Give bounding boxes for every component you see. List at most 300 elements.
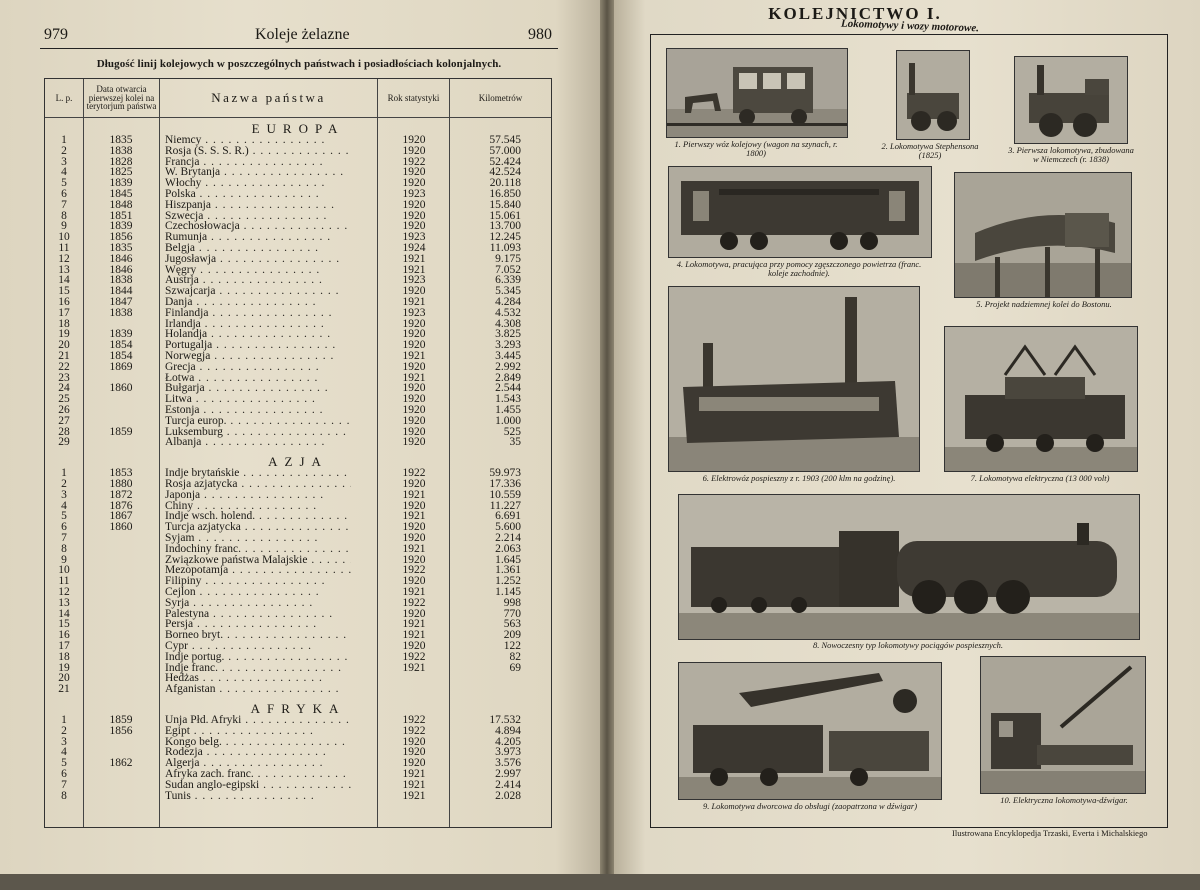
statistics-year: 1920 bbox=[402, 640, 426, 652]
country-name: Indochiny franc. . . bbox=[165, 544, 351, 555]
country-name: Szwajcarja . . bbox=[165, 286, 351, 297]
illustration-modern-express-locomotive bbox=[678, 494, 1140, 640]
table-row bbox=[45, 405, 551, 416]
table-row bbox=[45, 544, 551, 555]
country-name: Szwecja . . bbox=[165, 211, 351, 222]
statistics-year: 1920 bbox=[402, 404, 426, 416]
statistics-year: 1920 bbox=[402, 521, 426, 534]
country-name: W. Brytanja . . bbox=[165, 167, 351, 178]
country-name: Danja . . bbox=[165, 297, 351, 308]
statistics-year: 1920 bbox=[402, 393, 426, 406]
kilometres: 13.700 bbox=[489, 220, 521, 233]
kilometres: 57.545 bbox=[489, 134, 521, 146]
country-name: Afganistan . . bbox=[165, 684, 351, 695]
statistics-year: 1922 bbox=[402, 467, 426, 480]
statistics-year: 1922 bbox=[402, 564, 426, 577]
caption-8: 8. Nowoczesny typ lokomotywy pociągów pospiesznych. bbox=[812, 640, 1004, 650]
header-divider bbox=[45, 117, 551, 118]
statistics-year: 1923 bbox=[402, 274, 426, 287]
country-name: Związkowe państwa Malajskie . . bbox=[165, 555, 351, 566]
country-name: Palestyna . . bbox=[165, 609, 351, 620]
caption-9: 9. Lokomotywa dworcowa do obsługi (zaopatrzona w dźwigar) bbox=[702, 801, 918, 811]
row-number: 12 bbox=[58, 252, 70, 265]
row-number: 14 bbox=[58, 274, 70, 287]
kilometres: 3.973 bbox=[495, 746, 521, 759]
country-name: Filipiny . . bbox=[165, 576, 351, 587]
table-row bbox=[45, 663, 551, 674]
table-row bbox=[45, 533, 551, 544]
opening-date: 1860 bbox=[109, 521, 133, 534]
kilometres: 7.052 bbox=[495, 263, 521, 276]
row-number: 18 bbox=[58, 650, 70, 663]
statistics-year: 1921 bbox=[402, 789, 426, 802]
column-header-km: Kilometrów bbox=[478, 92, 523, 103]
statistics-year: 1920 bbox=[402, 425, 426, 438]
row-number: 3 bbox=[61, 155, 67, 168]
statistics-year: 1921 bbox=[402, 661, 426, 674]
row-number: 21 bbox=[58, 350, 70, 362]
opening-date: 1848 bbox=[109, 198, 133, 211]
table-title: Długość linij kolejowych w poszczególnych państwach i posiadłościach kolonjalnych. bbox=[96, 58, 502, 70]
kilometres: 12.245 bbox=[489, 231, 521, 244]
kilometres: 4.308 bbox=[495, 317, 521, 330]
illustration-stephenson-locomotive bbox=[896, 50, 970, 140]
country-name: Rumunja . . bbox=[165, 232, 351, 243]
statistics-year: 1921 bbox=[402, 510, 426, 523]
country-name: Belgja . . bbox=[165, 243, 351, 254]
caption-4: 4. Lokomotywa, pracująca przy pomocy zgęszczonego powietrza (franc. koleje zachodnie). bbox=[676, 259, 922, 278]
kilometres: 3.576 bbox=[495, 757, 521, 770]
row-number: 2 bbox=[61, 478, 67, 490]
row-number: 5 bbox=[61, 510, 67, 523]
kilometres: 2.997 bbox=[495, 768, 521, 780]
statistics-year: 1920 bbox=[402, 735, 426, 748]
table-row bbox=[45, 780, 551, 791]
kilometres: 6.339 bbox=[495, 274, 521, 287]
statistics-year: 1920 bbox=[402, 575, 426, 588]
row-number: 5 bbox=[61, 757, 67, 770]
country-name: Syjam . . bbox=[165, 533, 351, 544]
statistics-year: 1921 bbox=[402, 768, 426, 780]
country-name: Tunis . . bbox=[165, 791, 351, 802]
kilometres: 2.992 bbox=[495, 360, 521, 373]
row-number: 1 bbox=[61, 467, 67, 480]
country-name: Włochy . . bbox=[165, 178, 351, 189]
opening-date: 1859 bbox=[109, 425, 133, 438]
row-number: 29 bbox=[58, 436, 70, 449]
country-name: Hedżas . . bbox=[165, 673, 351, 684]
illustration-first-rail-wagon bbox=[666, 48, 848, 138]
country-name: Rosja azjatycka . . bbox=[165, 479, 351, 490]
statistics-year: 1920 bbox=[402, 436, 426, 449]
row-number: 1 bbox=[61, 714, 67, 726]
kilometres: 57.000 bbox=[489, 144, 521, 157]
table-row bbox=[45, 609, 551, 620]
illustration-compressed-air-locomotive bbox=[668, 166, 932, 258]
railway-length-table bbox=[44, 78, 552, 828]
row-number: 8 bbox=[61, 542, 67, 555]
caption-1: 1. Pierwszy wóz kolejowy (wagon na szynach, r. 1800) bbox=[674, 139, 838, 158]
table-row bbox=[45, 522, 551, 533]
caption-3: 3. Pierwsza lokomotywa, zbudowana w Niemczech (r. 1838) bbox=[1008, 145, 1134, 164]
row-number: 18 bbox=[58, 317, 70, 330]
table-row bbox=[45, 791, 551, 802]
row-number: 7 bbox=[61, 778, 67, 791]
kilometres: 5.345 bbox=[495, 285, 521, 298]
page-number-left: 979 bbox=[44, 26, 68, 43]
row-number: 4 bbox=[61, 746, 67, 759]
country-name: Irlandja . . bbox=[165, 319, 351, 330]
table-row bbox=[45, 652, 551, 663]
statistics-year: 1920 bbox=[402, 414, 426, 427]
statistics-year: 1921 bbox=[402, 618, 426, 631]
monorail-icon bbox=[955, 173, 1131, 297]
kilometres: 209 bbox=[503, 629, 521, 642]
statistics-year: 1921 bbox=[402, 778, 426, 791]
row-number: 10 bbox=[58, 564, 70, 577]
kilometres: 15.840 bbox=[489, 198, 521, 211]
table-row bbox=[45, 427, 551, 438]
statistics-year: 1920 bbox=[402, 532, 426, 544]
header-rule bbox=[40, 48, 558, 49]
row-number: 26 bbox=[58, 404, 70, 416]
opening-date: 1854 bbox=[109, 350, 133, 362]
opening-date: 1869 bbox=[109, 360, 133, 373]
country-name: Turcja europ. . . bbox=[165, 416, 351, 427]
kilometres: 15.061 bbox=[489, 209, 521, 222]
opening-date: 1851 bbox=[109, 209, 133, 222]
opening-date: 1876 bbox=[109, 499, 133, 512]
opening-date: 1838 bbox=[109, 306, 133, 319]
statistics-year: 1922 bbox=[402, 714, 426, 726]
row-number: 19 bbox=[58, 328, 70, 341]
opening-date: 1828 bbox=[109, 155, 133, 168]
table-row bbox=[45, 565, 551, 576]
table-row bbox=[45, 383, 551, 394]
kilometres: 4.284 bbox=[495, 296, 521, 308]
statistics-year: 1920 bbox=[402, 607, 426, 620]
publisher-credit: Ilustrowana Encyklopedja Trzaski, Everta i Michalskiego bbox=[952, 828, 1148, 838]
statistics-year: 1920 bbox=[402, 144, 426, 157]
row-number: 17 bbox=[58, 306, 70, 319]
row-number: 15 bbox=[58, 285, 70, 298]
statistics-year: 1921 bbox=[402, 586, 426, 598]
kilometres: 82 bbox=[509, 650, 521, 663]
locomotive-icon bbox=[669, 167, 931, 257]
statistics-year: 1920 bbox=[402, 209, 426, 222]
statistics-year: 1921 bbox=[402, 488, 426, 501]
statistics-year: 1922 bbox=[402, 596, 426, 609]
electric-railcar-icon bbox=[669, 287, 919, 471]
kilometres: 69 bbox=[509, 661, 521, 674]
row-number: 2 bbox=[61, 724, 67, 737]
opening-date: 1835 bbox=[109, 134, 133, 146]
row-number: 6 bbox=[61, 768, 67, 780]
kilometres: 35 bbox=[509, 436, 521, 449]
caption-2: 2. Lokomotywa Stephensona (1825) bbox=[881, 141, 979, 160]
kilometres: 998 bbox=[503, 596, 521, 609]
book-gutter bbox=[600, 0, 614, 890]
statistics-year: 1920 bbox=[402, 499, 426, 512]
kilometres: 3.825 bbox=[495, 328, 521, 341]
statistics-year: 1923 bbox=[402, 231, 426, 244]
statistics-year: 1924 bbox=[402, 242, 426, 254]
row-number: 3 bbox=[61, 735, 67, 748]
opening-date: 1867 bbox=[109, 510, 133, 523]
kilometres: 2.028 bbox=[495, 789, 521, 802]
statistics-year: 1921 bbox=[402, 263, 426, 276]
caption-6: 6. Elektrowóz pospieszny z r. 1903 (200 klm na godzinę). bbox=[702, 473, 896, 483]
country-name: Rodezja . . bbox=[165, 747, 351, 758]
country-name: Jugosławja . . bbox=[165, 254, 351, 265]
kilometres: 1.000 bbox=[495, 414, 521, 427]
row-number: 19 bbox=[58, 661, 70, 674]
row-number: 13 bbox=[58, 596, 70, 609]
statistics-year: 1921 bbox=[402, 371, 426, 384]
kilometres: 563 bbox=[503, 618, 521, 631]
country-name: Afryka zach. franc. . . bbox=[165, 769, 351, 780]
row-number: 17 bbox=[58, 640, 70, 652]
kilometres: 2.849 bbox=[495, 371, 521, 384]
caption-10: 10. Elektryczna lokomotywa-dźwigar. bbox=[1000, 795, 1128, 805]
row-number: 9 bbox=[61, 553, 67, 566]
row-number: 12 bbox=[58, 586, 70, 598]
statistics-year: 1920 bbox=[402, 553, 426, 566]
table-row bbox=[45, 308, 551, 319]
row-number: 25 bbox=[58, 393, 70, 406]
row-number: 7 bbox=[61, 198, 67, 211]
opening-date: 1862 bbox=[109, 757, 133, 770]
kilometres: 1.361 bbox=[495, 564, 521, 577]
table-row bbox=[45, 576, 551, 587]
row-number: 11 bbox=[58, 242, 70, 254]
horse-wagon-icon bbox=[667, 49, 847, 137]
country-name: Niemcy . . bbox=[165, 135, 351, 146]
country-name: Hiszpanja . . bbox=[165, 200, 351, 211]
country-name: Kongo belg. . . bbox=[165, 737, 351, 748]
country-name: Rosja (S. S. S. R.) . . bbox=[165, 146, 351, 157]
kilometres: 4.205 bbox=[495, 735, 521, 748]
country-name: Norwegja . . bbox=[165, 351, 351, 362]
table-row bbox=[45, 684, 551, 695]
kilometres: 4.532 bbox=[495, 306, 521, 319]
row-number: 16 bbox=[58, 629, 70, 642]
caption-5: 5. Projekt nadziemnej kolei do Bostonu. bbox=[976, 299, 1112, 309]
table-row bbox=[45, 726, 551, 737]
running-header: Koleje żelazne bbox=[255, 26, 350, 43]
row-number: 16 bbox=[58, 296, 70, 308]
country-name: Chiny . . bbox=[165, 501, 351, 512]
country-name: Litwa . . bbox=[165, 394, 351, 405]
table-row bbox=[45, 769, 551, 780]
plate-title: KOLEJNICTWO I. bbox=[768, 4, 942, 23]
country-name: Luksemburg . . bbox=[165, 427, 351, 438]
statistics-year: 1920 bbox=[402, 198, 426, 211]
table-row bbox=[45, 394, 551, 405]
opening-date: 1872 bbox=[109, 488, 133, 501]
opening-date: 1856 bbox=[109, 724, 133, 737]
row-number: 8 bbox=[61, 209, 67, 222]
statistics-year: 1920 bbox=[402, 360, 426, 373]
row-number: 10 bbox=[58, 231, 70, 244]
kilometres: 11.227 bbox=[489, 499, 521, 512]
table-row bbox=[45, 737, 551, 748]
row-number: 6 bbox=[61, 188, 67, 200]
row-number: 1 bbox=[61, 134, 67, 146]
statistics-year: 1922 bbox=[402, 155, 426, 168]
opening-date: 1860 bbox=[109, 382, 133, 395]
kilometres: 42.524 bbox=[489, 166, 521, 179]
opening-date: 1838 bbox=[109, 144, 133, 157]
kilometres: 1.145 bbox=[495, 586, 521, 598]
kilometres: 20.118 bbox=[489, 177, 521, 190]
row-number: 3 bbox=[61, 488, 67, 501]
kilometres: 770 bbox=[503, 607, 521, 620]
statistics-year: 1921 bbox=[402, 629, 426, 642]
opening-date: 1839 bbox=[109, 220, 133, 233]
statistics-year: 1920 bbox=[402, 478, 426, 490]
country-name: Grecja . . bbox=[165, 362, 351, 373]
opening-date: 1880 bbox=[109, 478, 133, 490]
row-number: 2 bbox=[61, 144, 67, 157]
kilometres: 5.600 bbox=[495, 521, 521, 534]
kilometres: 1.543 bbox=[495, 393, 521, 406]
statistics-year: 1920 bbox=[402, 317, 426, 330]
row-number: 4 bbox=[61, 166, 67, 179]
illustration-boston-elevated-railway bbox=[954, 172, 1132, 298]
row-number: 14 bbox=[58, 607, 70, 620]
section-heading: EUROPA bbox=[251, 121, 345, 136]
opening-date: 1853 bbox=[109, 467, 133, 480]
country-name: Egipt . . bbox=[165, 726, 351, 737]
country-name: Syrja . . bbox=[165, 598, 351, 609]
row-number: 8 bbox=[61, 789, 67, 802]
illustration-electric-locomotive-13000v bbox=[944, 326, 1138, 472]
kilometres: 1.252 bbox=[495, 575, 521, 588]
steam-locomotive-icon bbox=[679, 495, 1139, 639]
kilometres: 59.973 bbox=[489, 467, 521, 480]
row-number: 4 bbox=[61, 499, 67, 512]
column-header-name: Nazwa państwa bbox=[211, 89, 326, 105]
table-row bbox=[45, 587, 551, 598]
kilometres: 2.414 bbox=[495, 778, 521, 791]
table-row bbox=[45, 598, 551, 609]
row-number: 5 bbox=[61, 177, 67, 190]
row-number: 6 bbox=[61, 521, 67, 534]
kilometres: 3.293 bbox=[495, 339, 521, 352]
kilometres: 2.214 bbox=[495, 532, 521, 544]
country-name: Sudan anglo-egipski . . bbox=[165, 780, 351, 791]
statistics-year: 1920 bbox=[402, 757, 426, 770]
page-number-right: 980 bbox=[528, 26, 552, 43]
electric-crane-icon bbox=[981, 657, 1145, 793]
country-name: Borneo bryt. . . bbox=[165, 630, 351, 641]
kilometres: 9.175 bbox=[495, 252, 521, 265]
table-row bbox=[45, 362, 551, 373]
opening-date: 1854 bbox=[109, 339, 133, 352]
statistics-year: 1920 bbox=[402, 177, 426, 190]
country-name: Japonja . . bbox=[165, 490, 351, 501]
opening-date: 1838 bbox=[109, 274, 133, 287]
row-number: 21 bbox=[58, 683, 70, 696]
country-name: Portugalja . . bbox=[165, 340, 351, 351]
section-heading: AZJA bbox=[268, 454, 328, 470]
kilometres: 3.445 bbox=[495, 350, 521, 362]
country-name: Cejlon . . bbox=[165, 587, 351, 598]
row-number: 20 bbox=[58, 339, 70, 352]
row-number: 7 bbox=[61, 532, 67, 544]
country-name: Persja . . bbox=[165, 619, 351, 630]
country-name: Mezopotamja . . bbox=[165, 565, 351, 576]
illustration-express-electric-car-1903 bbox=[668, 286, 920, 472]
kilometres: 525 bbox=[503, 425, 521, 438]
kilometres: 16.850 bbox=[489, 188, 521, 200]
statistics-year: 1920 bbox=[402, 166, 426, 179]
country-name: Finlandja . . bbox=[165, 308, 351, 319]
opening-date: 1846 bbox=[109, 263, 133, 276]
country-name: Indje brytańskie . . bbox=[165, 468, 351, 479]
electric-locomotive-icon bbox=[945, 327, 1137, 471]
table-surface bbox=[0, 874, 1200, 890]
steam-locomotive-icon bbox=[1015, 57, 1127, 143]
country-name: Austrja . . bbox=[165, 275, 351, 286]
row-number: 11 bbox=[58, 575, 70, 588]
illustration-station-crane-locomotive bbox=[678, 662, 942, 800]
kilometres: 4.894 bbox=[495, 724, 521, 737]
statistics-year: 1920 bbox=[402, 134, 426, 146]
opening-date: 1846 bbox=[109, 252, 133, 265]
statistics-year: 1922 bbox=[402, 650, 426, 663]
country-name: Algerja . . bbox=[165, 758, 351, 769]
illustration-first-german-locomotive bbox=[1014, 56, 1128, 144]
kilometres: 52.424 bbox=[489, 155, 521, 168]
kilometres: 2.063 bbox=[495, 542, 521, 555]
statistics-year: 1921 bbox=[402, 252, 426, 265]
opening-date: 1856 bbox=[109, 231, 133, 244]
opening-date: 1859 bbox=[109, 714, 133, 726]
plate-subtitle: Lokomotywy i wozy motorowe. bbox=[840, 17, 980, 35]
opening-date: 1825 bbox=[109, 166, 133, 179]
row-number: 28 bbox=[58, 425, 70, 438]
table-row bbox=[45, 619, 551, 630]
row-number: 15 bbox=[58, 618, 70, 631]
opening-date: 1847 bbox=[109, 296, 133, 308]
table-row bbox=[45, 630, 551, 641]
statistics-year: 1921 bbox=[402, 350, 426, 362]
row-number: 13 bbox=[58, 263, 70, 276]
country-name: Unja Płd. Afryki . . bbox=[165, 715, 351, 726]
statistics-year: 1921 bbox=[402, 542, 426, 555]
kilometres: 11.093 bbox=[489, 242, 521, 254]
row-number: 23 bbox=[58, 371, 70, 384]
row-number: 27 bbox=[58, 414, 70, 427]
column-header-year: Rok statystyki bbox=[387, 92, 440, 103]
kilometres: 17.336 bbox=[489, 478, 521, 490]
column-header-date: Data otwarcia pierwszej kolei na terytorjum państwa bbox=[86, 84, 157, 112]
column-header-lp: L. p. bbox=[55, 92, 73, 103]
country-name: Francja . . bbox=[165, 157, 351, 168]
country-name: Estonja . . bbox=[165, 405, 351, 416]
statistics-year: 1920 bbox=[402, 382, 426, 395]
kilometres: 10.559 bbox=[489, 488, 521, 501]
statistics-year: 1920 bbox=[402, 339, 426, 352]
opening-date: 1839 bbox=[109, 177, 133, 190]
row-number: 24 bbox=[58, 382, 70, 395]
statistics-year: 1920 bbox=[402, 746, 426, 759]
opening-date: 1844 bbox=[109, 285, 133, 298]
country-name: Łotwa . . bbox=[165, 373, 351, 384]
crane-locomotive-icon bbox=[679, 663, 941, 799]
